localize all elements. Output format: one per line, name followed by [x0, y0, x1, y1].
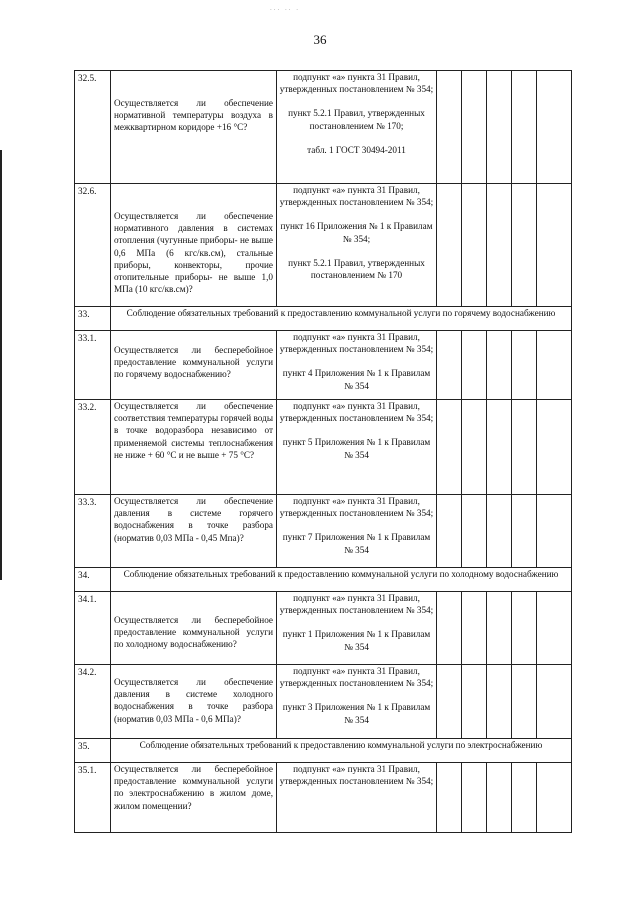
answer-cell[interactable] [487, 331, 512, 400]
answer-cell[interactable] [487, 665, 512, 739]
table-row [75, 184, 572, 307]
answer-cell[interactable] [537, 400, 572, 495]
legal-reference: пункт 16 Приложения № 1 к Правилам № 354; [280, 221, 433, 244]
item-number-cell: 32.5. [75, 71, 111, 184]
item-number-cell: 33.2. [75, 400, 111, 495]
item-number-cell: 32.6. [75, 184, 111, 307]
scan-artifact: ... .. . [270, 4, 300, 12]
table-row [75, 495, 572, 568]
answer-cell[interactable] [487, 763, 512, 833]
question-cell: Осуществляется ли бесперебойное предоставление коммунальной услуги по электроснабжению в жилом доме, жилом помещении? [111, 763, 277, 833]
binding-edge-mark [0, 150, 2, 580]
legal-reference: подпункт «а» пункта 31 Правил, утвержденных постановлением № 354; [279, 72, 434, 95]
requirements-table [74, 70, 572, 833]
answer-cell[interactable] [537, 592, 572, 665]
legal-reference: пункт 1 Приложения № 1 к Правилам № 354 [282, 629, 431, 652]
section-row [75, 568, 572, 592]
answer-cell[interactable] [437, 665, 462, 739]
legal-reference: подпункт «а» пункта 31 Правил, утвержденных постановлением № 354; [279, 496, 434, 519]
answer-cell[interactable] [437, 763, 462, 833]
answer-cell[interactable] [537, 71, 572, 184]
answer-cell[interactable] [487, 495, 512, 568]
answer-cell[interactable] [537, 763, 572, 833]
table-row [75, 71, 572, 184]
answer-cell[interactable] [512, 184, 537, 307]
answer-cell[interactable] [437, 71, 462, 184]
legal-reference-cell [277, 763, 437, 833]
question-cell: Осуществляется ли обеспечение давления в системе холодного водоснабжения в точке разбора (норматив 0,03 МПа - 0,6 МПа)? [111, 665, 277, 739]
item-number-cell: 35. [75, 739, 111, 763]
legal-reference: подпункт «а» пункта 31 Правил, утвержденных постановлением № 354; [279, 764, 434, 787]
question-cell: Осуществляется ли обеспечение нормативной температуры воздуха в межквартирном коридоре +16 °С? [111, 71, 277, 184]
legal-reference: пункт 5.2.1 Правил, утвержденных постановлением № 170; [288, 108, 425, 131]
legal-reference-cell [277, 400, 437, 495]
answer-cell[interactable] [537, 184, 572, 307]
legal-reference: табл. 1 ГОСТ 30494-2011 [307, 144, 406, 155]
answer-cell[interactable] [512, 763, 537, 833]
legal-reference: пункт 3 Приложения № 1 к Правилам № 354 [282, 702, 431, 725]
legal-reference-cell [277, 184, 437, 307]
answer-cell[interactable] [462, 71, 487, 184]
answer-cell[interactable] [462, 495, 487, 568]
legal-reference: подпункт «а» пункта 31 Правил, утвержденных постановлением № 354; [279, 401, 434, 424]
answer-cell[interactable] [437, 592, 462, 665]
legal-reference-cell [277, 592, 437, 665]
legal-reference: пункт 7 Приложения № 1 к Правилам № 354 [282, 532, 431, 555]
legal-reference: пункт 4 Приложения № 1 к Правилам № 354 [282, 368, 431, 391]
question-cell: Осуществляется ли бесперебойное предоставление коммунальной услуги по холодному водоснабжению? [111, 592, 277, 665]
answer-cell[interactable] [512, 665, 537, 739]
answer-cell[interactable] [462, 400, 487, 495]
page-number: 36 [313, 32, 327, 47]
section-title-cell: Соблюдение обязательных требований к предоставлению коммунальной услуги по горячему водоснабжению [111, 307, 572, 331]
table-row [75, 665, 572, 739]
answer-cell[interactable] [537, 665, 572, 739]
answer-cell[interactable] [437, 400, 462, 495]
answer-cell[interactable] [462, 184, 487, 307]
legal-reference: пункт 5.2.1 Правил, утвержденных постановлением № 170 [288, 257, 425, 281]
item-number-cell: 34. [75, 568, 111, 592]
answer-cell[interactable] [512, 495, 537, 568]
answer-cell[interactable] [512, 71, 537, 184]
legal-reference: подпункт «а» пункта 31 Правил, утвержденных постановлением № 354; [279, 593, 434, 616]
answer-cell[interactable] [512, 400, 537, 495]
item-number-cell: 34.2. [75, 665, 111, 739]
table-row [75, 592, 572, 665]
answer-cell[interactable] [462, 592, 487, 665]
question-cell: Осуществляется ли обеспечение давления в системе горячего водоснабжения в точке разбора (норматив 0,03 МПа - 0,45 Мпа)? [111, 495, 277, 568]
legal-reference: подпункт «а» пункта 31 Правил, утвержденных постановлением № 354; [279, 666, 434, 689]
question-cell: Осуществляется ли бесперебойное предоставление коммунальной услуги по горячему водоснабжению? [111, 331, 277, 400]
item-number-cell: 33. [75, 307, 111, 331]
table-row [75, 331, 572, 400]
legal-reference: пункт 5 Приложения № 1 к Правилам № 354 [282, 437, 431, 460]
answer-cell[interactable] [512, 592, 537, 665]
legal-reference-cell [277, 71, 437, 184]
item-number-cell: 33.1. [75, 331, 111, 400]
item-number-cell: 34.1. [75, 592, 111, 665]
item-number-cell: 33.3. [75, 495, 111, 568]
section-title-cell: Соблюдение обязательных требований к предоставлению коммунальной услуги по электроснабжению [111, 739, 572, 763]
answer-cell[interactable] [462, 763, 487, 833]
answer-cell[interactable] [437, 184, 462, 307]
section-row [75, 739, 572, 763]
legal-reference-cell [277, 495, 437, 568]
answer-cell[interactable] [437, 331, 462, 400]
table-row [75, 400, 572, 495]
answer-cell[interactable] [537, 331, 572, 400]
item-number-cell: 35.1. [75, 763, 111, 833]
legal-reference: подпункт «а» пункта 31 Правил, утвержденных постановлением № 354; [279, 332, 434, 355]
legal-reference-cell [277, 331, 437, 400]
answer-cell[interactable] [437, 495, 462, 568]
section-row [75, 307, 572, 331]
answer-cell[interactable] [487, 184, 512, 307]
answer-cell[interactable] [487, 400, 512, 495]
legal-reference: подпункт «а» пункта 31 Правил, утвержденных постановлением № 354; [279, 185, 434, 208]
question-cell: Осуществляется ли обеспечение соответствия температуры горячей воды в точке водоразбора независимо от применяемой системы теплоснабжения не ниже + 60 °С и не выше + 75 °С? [111, 400, 277, 495]
legal-reference-cell [277, 665, 437, 739]
section-title-cell: Соблюдение обязательных требований к предоставлению коммунальной услуги по холодному водоснабжению [111, 568, 572, 592]
answer-cell[interactable] [512, 331, 537, 400]
answer-cell[interactable] [462, 331, 487, 400]
answer-cell[interactable] [537, 495, 572, 568]
answer-cell[interactable] [487, 592, 512, 665]
question-cell: Осуществляется ли обеспечение нормативного давления в системах отопления (чугунные приборы- не выше 0,6 МПа (6 кгс/кв.см), стальные приборы, конвекторы, прочие отопительные приборы- не выше 1,0 МПа (10 кгс/кв.см)? [111, 184, 277, 307]
table-row [75, 763, 572, 833]
answer-cell[interactable] [487, 71, 512, 184]
answer-cell[interactable] [462, 665, 487, 739]
